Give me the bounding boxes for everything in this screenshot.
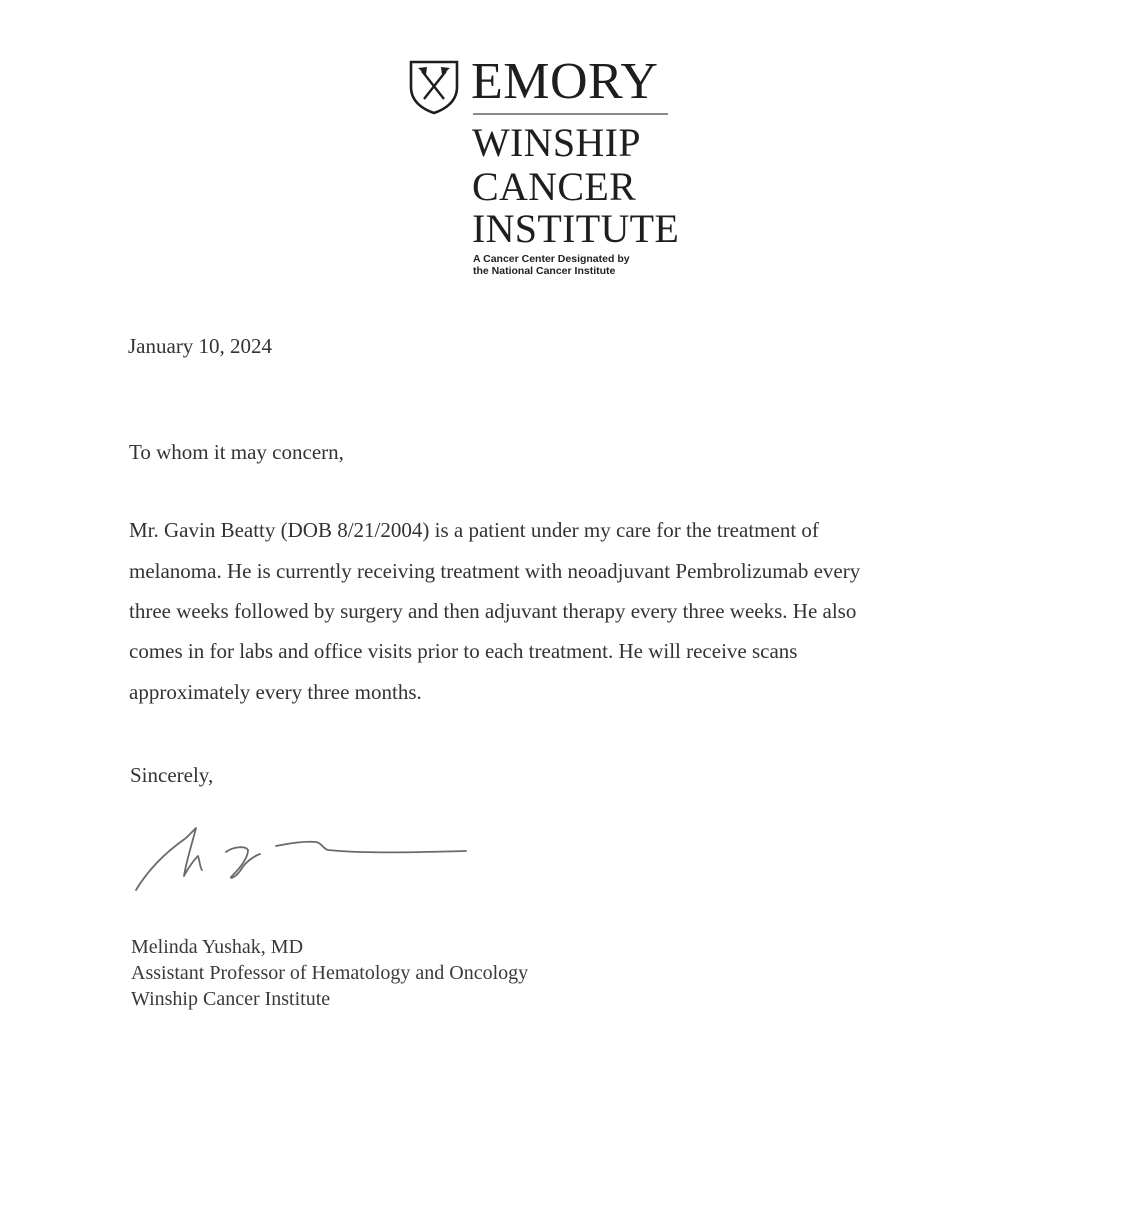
institute-line-1: WINSHIP xyxy=(472,120,641,165)
signer-organization: Winship Cancer Institute xyxy=(131,988,331,1010)
logo-wordmark: EMORY xyxy=(471,53,659,110)
emory-shield-icon xyxy=(408,59,460,115)
closing: Sincerely, xyxy=(130,763,214,787)
salutation: To whom it may concern, xyxy=(129,440,344,464)
body-line: melanoma. He is currently receiving treatment with neoadjuvant Pembrolizumab every xyxy=(129,559,861,583)
body-line: Mr. Gavin Beatty (DOB 8/21/2004) is a patient under my care for the treatment of xyxy=(129,518,819,542)
signer-title: Assistant Professor of Hematology and Oncology xyxy=(131,962,529,984)
letter-date: January 10, 2024 xyxy=(128,334,273,358)
institute-line-2: CANCER xyxy=(472,164,637,209)
institute-line-3: INSTITUTE xyxy=(472,206,680,251)
signer-name: Melinda Yushak, MD xyxy=(131,936,304,958)
tagline-line-1: A Cancer Center Designated by xyxy=(473,253,630,265)
body-line: approximately every three months. xyxy=(129,680,422,704)
logo-divider xyxy=(473,113,668,115)
body-line: comes in for labs and office visits prior to each treatment. He will receive scans xyxy=(129,639,798,663)
tagline-line-2: the National Cancer Institute xyxy=(473,265,616,277)
letterhead xyxy=(405,53,705,286)
handwritten-signature xyxy=(128,818,473,900)
body-line: three weeks followed by surgery and then adjuvant therapy every three weeks. He also xyxy=(129,599,857,623)
